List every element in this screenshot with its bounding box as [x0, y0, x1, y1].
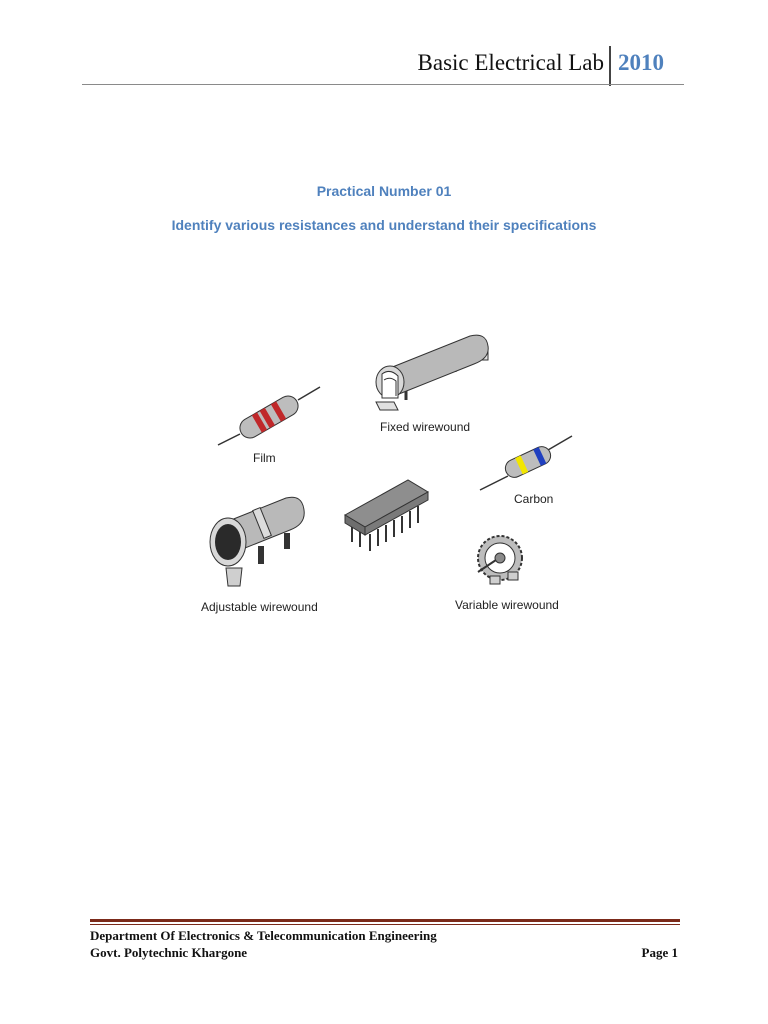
fixed-wirewound-resistor: [376, 335, 488, 410]
label-variable-wirewound: Variable wirewound: [455, 598, 559, 612]
header-rule: [82, 84, 684, 85]
variable-wirewound-resistor: [478, 536, 522, 584]
practical-aim: Identify various resistances and understand their specifications: [171, 217, 597, 233]
practical-number: Practical Number 01: [316, 183, 452, 199]
footer-institute: Govt. Polytechnic Khargone: [90, 945, 248, 960]
ic-resistor-network: [345, 480, 428, 551]
header-title: Basic Electrical Lab: [417, 50, 604, 75]
adjustable-wirewound-resistor: [210, 497, 304, 586]
carbon-resistor: [480, 436, 572, 490]
header-year: 2010: [618, 50, 664, 75]
footer-page-number: Page 1: [641, 945, 678, 960]
footer-rule-thin: [90, 924, 680, 925]
resistor-illustration: [190, 310, 600, 630]
footer-department: Department Of Electronics & Telecommunication Engineering: [90, 928, 437, 943]
label-adjustable-wirewound: Adjustable wirewound: [201, 600, 318, 614]
resistor-types-figure: [190, 310, 600, 630]
footer-rule-thick: [90, 919, 680, 922]
label-carbon: Carbon: [514, 492, 554, 506]
film-resistor: [218, 387, 320, 445]
header-separator: [609, 46, 611, 86]
label-film: Film: [253, 451, 276, 465]
label-fixed-wirewound: Fixed wirewound: [380, 420, 471, 434]
